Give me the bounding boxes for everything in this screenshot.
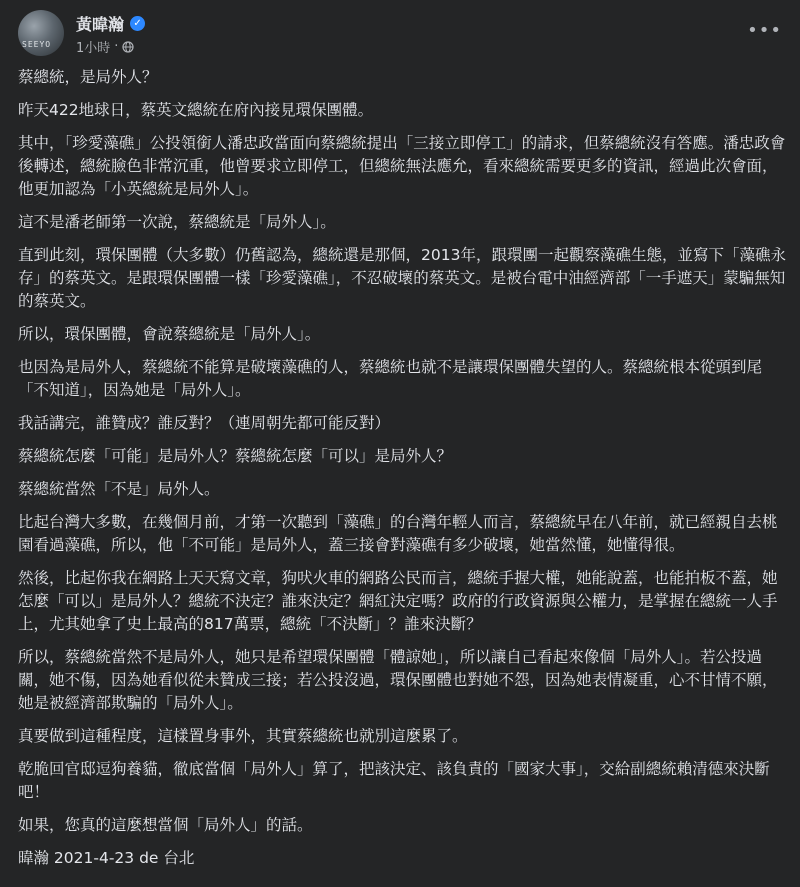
post-paragraph: 其中，「珍愛藻礁」公投領銜人潘忠政當面向蔡總統提出「三接立即停工」的請求，但蔡總統沒有答應。潘忠政會後轉述，總統臉色非常沉重，他曾要求立即停工，但總統無法應允，看來總統需要更多的資訊，經過此次會面，他更加認為「小英總統是局外人」。 bbox=[18, 134, 786, 198]
post-paragraph: 我話講完，誰贊成？誰反對？（連周朝先都可能反對） bbox=[18, 414, 391, 432]
post-paragraph: 真要做到這種程度，這樣置身事外，其實蔡總統也就別這麼累了。 bbox=[18, 727, 468, 745]
meta-separator: · bbox=[114, 39, 119, 54]
avatar[interactable] bbox=[18, 10, 64, 56]
post-paragraph: 然後，比起你我在網路上天天寫文章，狗吠火車的網路公民而言，總統手握大權，她能說蓋，也能拍板不蓋，她怎麼「可以」是局外人？總統不決定？誰來決定？網紅決定嗎？政府的行政資源與公權力，是掌握在總統一人手上，尤其她拿了史上最高的817萬票，總統「不決斷」？誰來決斷？ bbox=[18, 569, 778, 633]
post-paragraph: 蔡總統，是局外人？ bbox=[18, 68, 158, 86]
post-paragraph: 如果，您真的這麼想當個「局外人」的話。 bbox=[18, 816, 313, 834]
globe-icon bbox=[122, 41, 134, 53]
post-paragraph: 也因為是局外人，蔡總統不能算是破壞藻礁的人，蔡總統也就不是讓環保團體失望的人。蔡總統根本從頭到尾「不知道」，因為她是「局外人」。 bbox=[18, 358, 763, 399]
post-paragraph: 暐瀚 2021-4-23 de 台北 bbox=[18, 849, 195, 867]
post-paragraph: 直到此刻，環保團體（大多數）仍舊認為，總統還是那個，2013年，跟環團一起觀察藻礁生態，並寫下「藻礁永存」的蔡英文。是跟環保團體一樣「珍愛藻礁」，不忍破壞的蔡英文。是被台電中油經濟部「一手遮天」蒙騙無知的蔡英文。 bbox=[18, 246, 786, 310]
post-paragraph: 乾脆回官邸逗狗養貓，徹底當個「局外人」算了，把該決定、該負責的「國家大事」，交給副總統賴清德來決斷吧！ bbox=[18, 760, 770, 801]
verified-badge-icon: ✓ bbox=[130, 16, 145, 31]
post-paragraph: 這不是潘老師第一次說，蔡總統是「局外人」。 bbox=[18, 213, 336, 231]
more-options-icon[interactable]: ••• bbox=[747, 20, 782, 41]
author-name[interactable]: 黃暐瀚 bbox=[76, 15, 125, 34]
post-paragraph: 比起台灣大多數，在幾個月前，才第一次聽到「藻礁」的台灣年輕人而言，蔡總統早在八年前，就已經親自去桃園看過藻礁，所以，他「不可能」是局外人，蓋三接會對藻礁有多少破壞，她當然懂，她懂得很。 bbox=[18, 513, 778, 554]
post-header bbox=[18, 10, 782, 60]
post-time[interactable]: 1小時 bbox=[76, 41, 111, 56]
post-paragraph: 蔡總統當然「不是」局外人。 bbox=[18, 480, 220, 498]
post-paragraph: 蔡總統怎麼「可能」是局外人？蔡總統怎麼「可以」是局外人？ bbox=[18, 447, 453, 465]
post-paragraph: 所以，蔡總統當然不是局外人，她只是希望環保團體「體諒她」，所以讓自己看起來像個「局外人」。若公投過關，她不傷，因為她看似從未贊成三接；若公投沒過，環保團體也對她不怨，因為她表情凝重，心不甘情不願，她是被經濟部欺騙的「局外人」。 bbox=[18, 648, 778, 712]
post-paragraph: 所以，環保團體，會說蔡總統是「局外人」。 bbox=[18, 325, 321, 343]
avatar-text: SEEYO bbox=[22, 40, 52, 49]
post-paragraph: 昨天422地球日，蔡英文總統在府內接見環保團體。 bbox=[18, 101, 374, 119]
author-row bbox=[76, 12, 145, 35]
post-body bbox=[18, 66, 788, 880]
post-meta bbox=[76, 37, 134, 56]
